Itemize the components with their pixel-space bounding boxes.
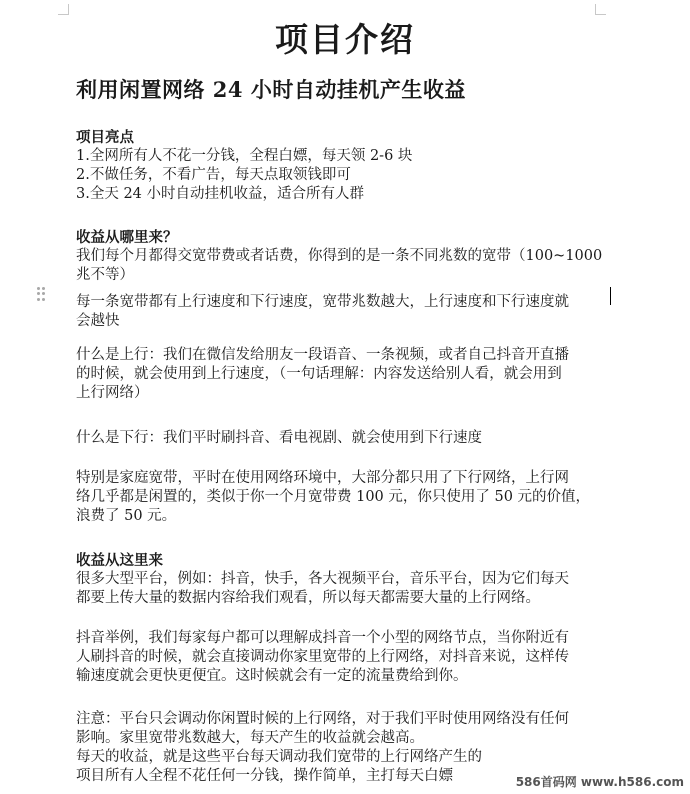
drag-handle-icon[interactable] — [37, 287, 45, 301]
highlight-item: 1.全网所有人不花一分钱，全程白嫖，每天领 2-6 块 — [76, 148, 413, 164]
text-cursor — [610, 287, 611, 305]
paragraph-line: 都要上传大量的数据内容给我们观看，所以每天都需要大量的上行网络。 — [76, 590, 540, 606]
site-watermark: 586首码网 www.h586.com — [515, 775, 684, 789]
paragraph-line: 浪费了 50 元。 — [76, 508, 177, 524]
paragraph-line: 什么是下行：我们平时刷抖音、看电视剧、就会使用到下行速度 — [76, 430, 482, 446]
upload-section — [76, 346, 618, 403]
paragraph-line: 上行网络） — [76, 385, 149, 401]
document-title: 项目介绍 — [275, 20, 415, 59]
document-subtitle: 利用闲置网络 24 小时自动挂机产生收益 — [76, 77, 466, 102]
highlight-item: 2.不做任务，不看广告，每天点取领钱即可 — [76, 167, 351, 183]
paragraph-line: 输速度就会更快更便宜。这时候就会有一定的流量费给到你。 — [76, 668, 468, 684]
home-section — [76, 469, 618, 526]
highlights-heading: 项目亮点 — [76, 129, 134, 146]
highlight-item: 3.全天 24 小时自动挂机收益，适合所有人群 — [76, 186, 365, 202]
paragraph-line: 项目所有人全程不花任何一分钱，操作简单，主打每天白嫖 — [76, 768, 453, 784]
paragraph-line: 每天的收益，就是这些平台每天调动我们宽带的上行网络产生的 — [76, 749, 482, 765]
paragraph-line: 兆不等） — [76, 267, 134, 283]
source-heading: 收益从哪里来？ — [76, 229, 178, 246]
paragraph-line: 每一条宽带都有上行速度和下行速度，宽带兆数越大，上行速度和下行速度就 — [76, 294, 569, 310]
paragraph-line: 特别是家庭宽带，平时在使用网络环境中，大部分都只用了下行网络，上行网 — [76, 470, 569, 486]
paragraph-line: 抖音举例，我们每家每户都可以理解成抖音一个小型的网络节点，当你附近有 — [76, 630, 569, 646]
income-heading: 收益从这里来 — [76, 552, 163, 569]
income-section — [76, 551, 618, 608]
paragraph-line: 会越快 — [76, 313, 120, 329]
paragraph-line: 人刷抖音的时候，就会直接调动你家里宽带的上行网络，对抖音来说，这样传 — [76, 649, 569, 665]
source-section — [76, 228, 618, 331]
paragraph-line: 注意：平台只会调动你闲置时候的上行网络，对于我们平时使用网络没有任何 — [76, 711, 569, 727]
example-section — [76, 629, 618, 686]
paragraph-line: 什么是上行：我们在微信发给朋友一段语音、一条视频，或者自己抖音开直播 — [76, 347, 569, 363]
highlights-section — [76, 128, 618, 204]
download-section — [76, 429, 618, 448]
paragraph-line: 的时候，就会使用到上行速度，（一句话理解：内容发送给别人看，就会用到 — [76, 366, 562, 382]
paragraph-line: 很多大型平台，例如：抖音，快手，各大视频平台，音乐平台，因为它们每天 — [76, 571, 569, 587]
paragraph-line: 络几乎都是闲置的，类似于你一个月宽带费 100 元，你只使用了 50 元的价值， — [76, 489, 591, 505]
paragraph-line: 影响。家里宽带兆数越大，每天产生的收益就会越高。 — [76, 730, 424, 746]
paragraph-line: 我们每个月都得交宽带费或者话费，你得到的是一条不同兆数的宽带（100~1000 — [76, 248, 603, 264]
